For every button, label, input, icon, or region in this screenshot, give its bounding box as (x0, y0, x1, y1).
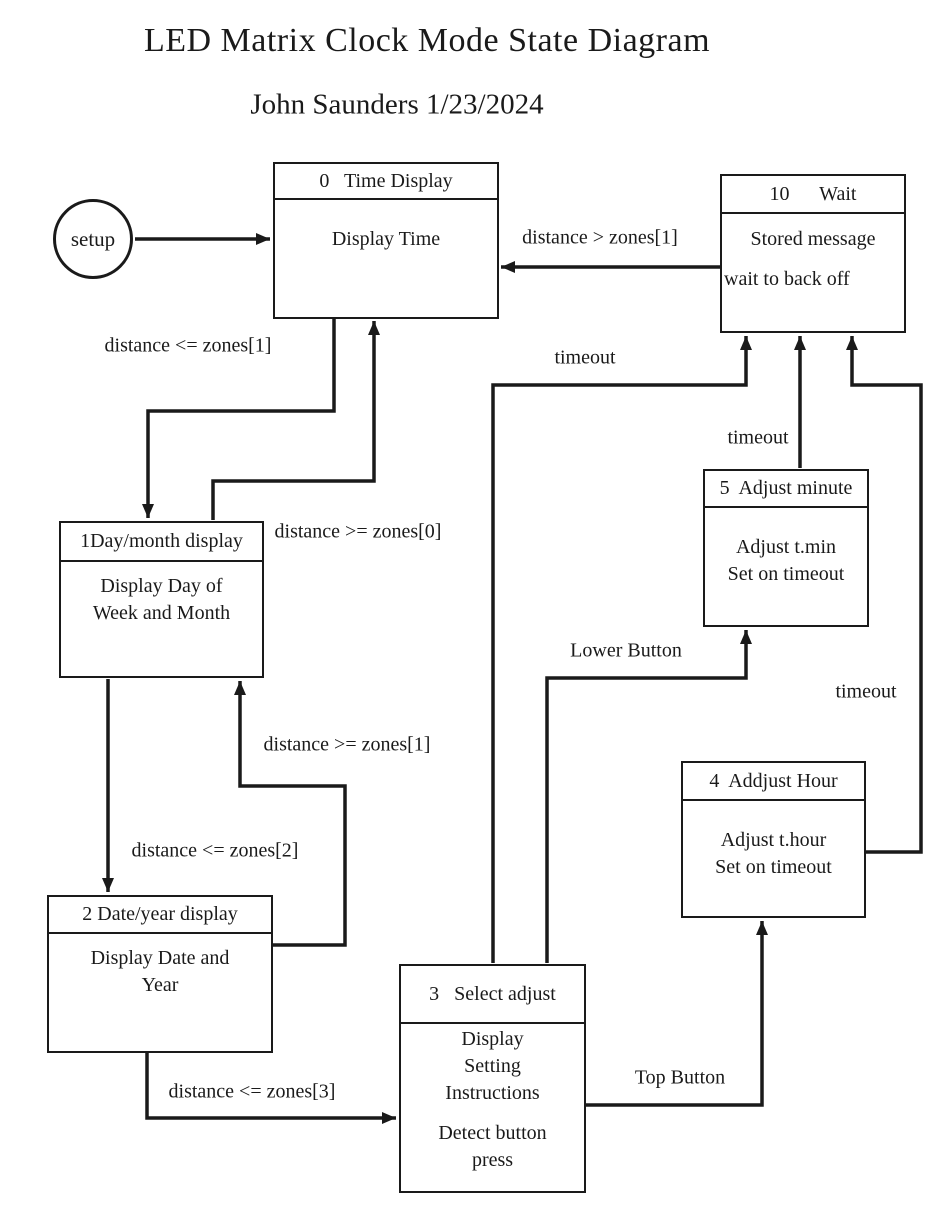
state-body-line: Set on timeout (727, 563, 845, 585)
state-body-line: Stored message (750, 228, 876, 250)
state-body (683, 801, 864, 881)
state-body-line: Year (141, 974, 179, 996)
state-body-line: Adjust t.hour (720, 829, 827, 851)
state-body-line: Week and Month (92, 602, 231, 624)
transition-label-timeout-hour: timeout (835, 680, 897, 703)
state-body (722, 214, 904, 293)
state-header: 4 Addjust Hour (683, 763, 864, 801)
page-subtitle: John Saunders 1/23/2024 (250, 88, 544, 121)
state-header: 0 Time Display (275, 164, 497, 200)
state-header: 1Day/month display (61, 523, 262, 562)
state-body (705, 508, 867, 588)
transition-label-timeout-select: timeout (554, 346, 616, 369)
state-body-line: Display (461, 1028, 524, 1050)
start-node-label: setup (70, 226, 116, 251)
transition-label-date-to-day: distance >= zones[1] (263, 733, 431, 756)
state-body-line: Display Time (331, 228, 441, 250)
state-body-line: wait to back off (724, 268, 850, 290)
state-body-line: Set on timeout (715, 856, 832, 878)
state-body-line: Display Day of (100, 575, 223, 597)
state-body (49, 934, 271, 999)
state-box-day-month-display (59, 521, 264, 678)
transition-label-date-to-select: distance <= zones[3] (168, 1080, 336, 1103)
state-body (61, 562, 262, 627)
state-header: 3 Select adjust (401, 966, 584, 1024)
state-box-time-display (273, 162, 499, 319)
state-body-line: press (471, 1149, 514, 1171)
state-box-select-adjust (399, 964, 586, 1193)
state-body-line: Display Date and (90, 947, 230, 969)
transition-label-timeout-minute: timeout (727, 426, 789, 449)
page-title: LED Matrix Clock Mode State Diagram (143, 22, 711, 59)
state-header: 5 Adjust minute (705, 471, 867, 508)
state-box-date-year-display (47, 895, 273, 1053)
state-body (275, 200, 497, 253)
transition-label-wait-to-time: distance > zones[1] (522, 226, 678, 249)
state-box-wait (720, 174, 906, 333)
state-body (401, 1024, 584, 1174)
state-header: 10 Wait (722, 176, 904, 214)
transition-label-top-button: Top Button (634, 1066, 726, 1089)
transition-label-day-to-date: distance <= zones[2] (131, 839, 299, 862)
transition-label-day-to-time: distance >= zones[0] (274, 520, 442, 543)
state-body-line: Instructions (445, 1082, 540, 1104)
state-body-line: Adjust t.min (735, 536, 836, 558)
transition-label-time-to-day: distance <= zones[1] (104, 334, 272, 357)
state-header: 2 Date/year display (49, 897, 271, 934)
transition-label-lower-button: Lower Button (570, 639, 682, 662)
state-body-line: Setting (464, 1055, 521, 1077)
state-box-adjust-hour (681, 761, 866, 918)
state-body-line: Detect button (438, 1122, 547, 1144)
state-box-adjust-minute (703, 469, 869, 627)
start-node-setup (53, 199, 133, 279)
